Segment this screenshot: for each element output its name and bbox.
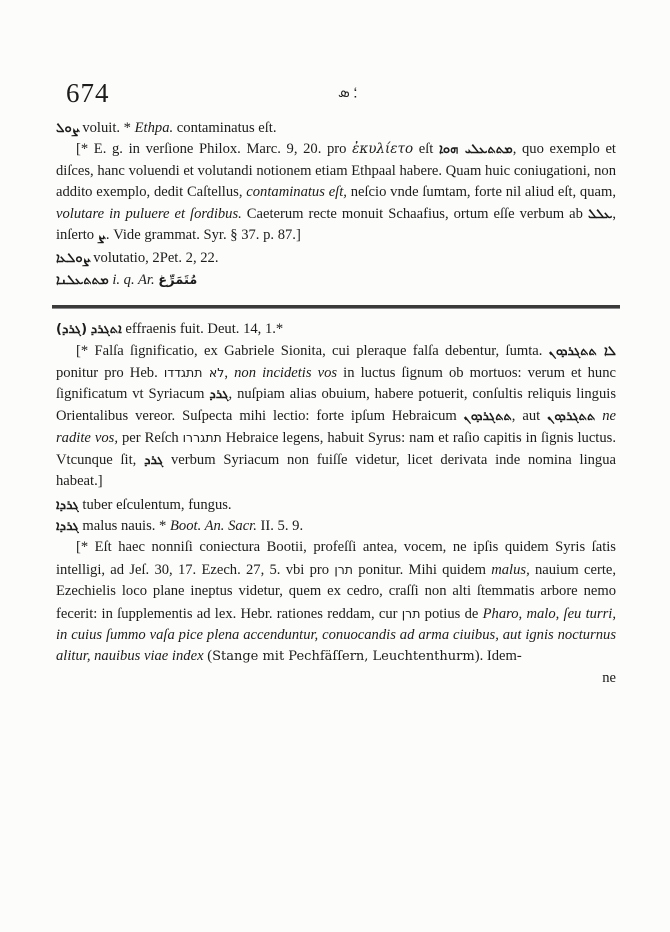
entry-text: II. 5. 9. [256,517,304,534]
lemma-syriac: ܐܬܓܪܕ [90,322,122,338]
note-text: nauium certe, Ezechielis loco plane ineptus videtur, quem ex cedro, craſſi non alti ſtemmatis arbore nemo fecerit: in ſupplementis ad lex. Hebr. rationes reddam, cur [56,561,617,622]
note-text: verbum Syriacum non fuiſſe videtur, licet derivata inde nomina lingua habeat.] [56,451,616,490]
syriac-word: ܥܠܠ [587,206,613,222]
note-text: , [224,365,235,382]
note-italic: contaminatus eſt, [246,184,347,201]
page-number: 674 [66,78,110,108]
hebrew-word: תתגררו [182,430,222,446]
note-text: [* Falſa ſignificatio, ex Gabriele Sionita, cui pleraque falſa debentur, ſumta. [76,342,549,359]
note-italic: malus, [491,561,530,578]
greek-word: ἐκυλίετο [352,141,414,158]
lemma-syriac: ܨܘܠܥܐ [56,251,90,267]
note-italic: Pharo, malo, ſeu turri, in cuius ſummo vaſa pice plena accenduntur, conuocandis ad arma ciuibus, aut ignis nocturnus alitur, nauibus viae index [56,605,616,665]
hebrew-word: לא תתגדדו [163,365,225,381]
note-text: eſt [413,141,439,158]
note-text: in luctus ſignum ob mortuos: verum et hunc ſignificatum vt Syriacum [56,365,617,403]
entry-malus [56,516,616,537]
root-syriac: (ܓܪܕ) [56,322,88,338]
hebrew-word: תרן [401,605,421,621]
note-text: per Reſch [117,430,183,447]
note-text: potius de [420,605,483,622]
entry-text: contaminatus eſt. [173,120,277,136]
catchword: ne [602,669,616,686]
note-text: [* E. g. in verſione Philox. Marc. 9, 20. pro [76,141,353,158]
note-text: . Vide grammat. Syr. § 37. p. 87.] [105,227,301,244]
entry-text: tuber eſculentum, fungus. [78,496,232,513]
entry-text: volutatio, 2Pet. 2, 22. [89,250,219,267]
entry-italic: i. q. Ar. [108,271,159,288]
note-text: , aut [511,407,548,424]
section-divider [52,305,620,309]
syriac-word: ܡܬܬܥܠܝ ܗܘܐ [439,142,513,158]
syriac-word: ܬܬܓܪܕܘܢ [463,408,512,424]
arabic-word: مُتَمَرِّغ [158,272,198,288]
lemma-syriac: ܓܪܕܐ [56,518,79,534]
note-text: ponitur. Mihi quidem [353,561,492,578]
syriac-letter: ܨ [97,228,106,244]
syriac-word: ܓܪܕ [209,387,229,403]
note-text: ponitur pro Heb. [56,365,164,382]
note-text: [* Eſt haec nonniſi coniectura Bootii, profeſſi antea, vocem, ne ipſis quidem Syris ſatis intelligi, ad Jeſ. 30, 17. Ezech. 27, 5. vbi pro [56,539,616,578]
note-bootius [56,537,616,667]
german-gloss: Stange mit Pechfäſſern, Leuchtenthurm [212,649,475,665]
entry-text: voluit. * [78,120,135,136]
note-text: , quo exemplo et diſces, hanc voluendi et volutandi notionem etiam Ethpaal habere. Quam huic coniugationi, non addito exemplo, dedit Caſtellus, [56,141,616,201]
note-philox [56,139,616,246]
entry-zul [56,118,616,139]
note-text: ). Idem- [474,648,522,665]
note-text: ( [203,648,213,665]
entry-italic: Boot. An. Sacr. [170,517,257,534]
entry-fungus [56,495,616,516]
syriac-word: ܓܪܕ [144,452,164,468]
syriac-word: ܠܐ ܬܬܓܪܕܘܢ [548,343,616,359]
lemma-syriac: ܓܪܕܐ [56,497,79,513]
lemma-syriac: ܨܘܠ [56,121,79,136]
running-head: ؛ ܣ [338,85,358,101]
entry-text: effraenis fuit. Deut. 14, 1.* [121,321,284,338]
page-body [56,118,616,689]
entry-italic: Ethpa. [134,120,174,136]
note-italic: non incidetis vos [234,365,338,382]
note-text: , nuſpiam alias obuium, habere potuerit, conſultis reliquis linguis Orientalibus vereor. Suſpecta mihi lectio: forte ipſum Hebraicum [56,386,616,424]
note-text: Caeterum recte monuit Schaafius, ortum eſſe verbum ab [241,205,588,222]
hebrew-word: תרן [334,561,354,577]
lemma-syriac: ܡܬܬܥܠܢܐ [56,272,109,288]
entry-gard [56,319,616,340]
note-sionita [56,341,616,493]
syriac-word: ܬܬܓܪܕܘܢ [547,408,596,424]
note-text: Hebraice legens, habuit Syrus: nam et raſio capitis in ſignis luctus. Vtcunque ſit, [56,430,616,468]
note-text: , inſerto [56,205,616,244]
entry-arabic-equiv [56,270,616,291]
entry-text: malus nauis. * [78,517,170,534]
entry-volutatio [56,248,616,269]
note-italic: ne radite vos, [56,407,616,447]
note-italic: volutare in puluere et ſordibus. [56,205,242,222]
note-text: neſcio vnde ſumtam, forte nil aliud eſt, quam, [346,184,616,201]
